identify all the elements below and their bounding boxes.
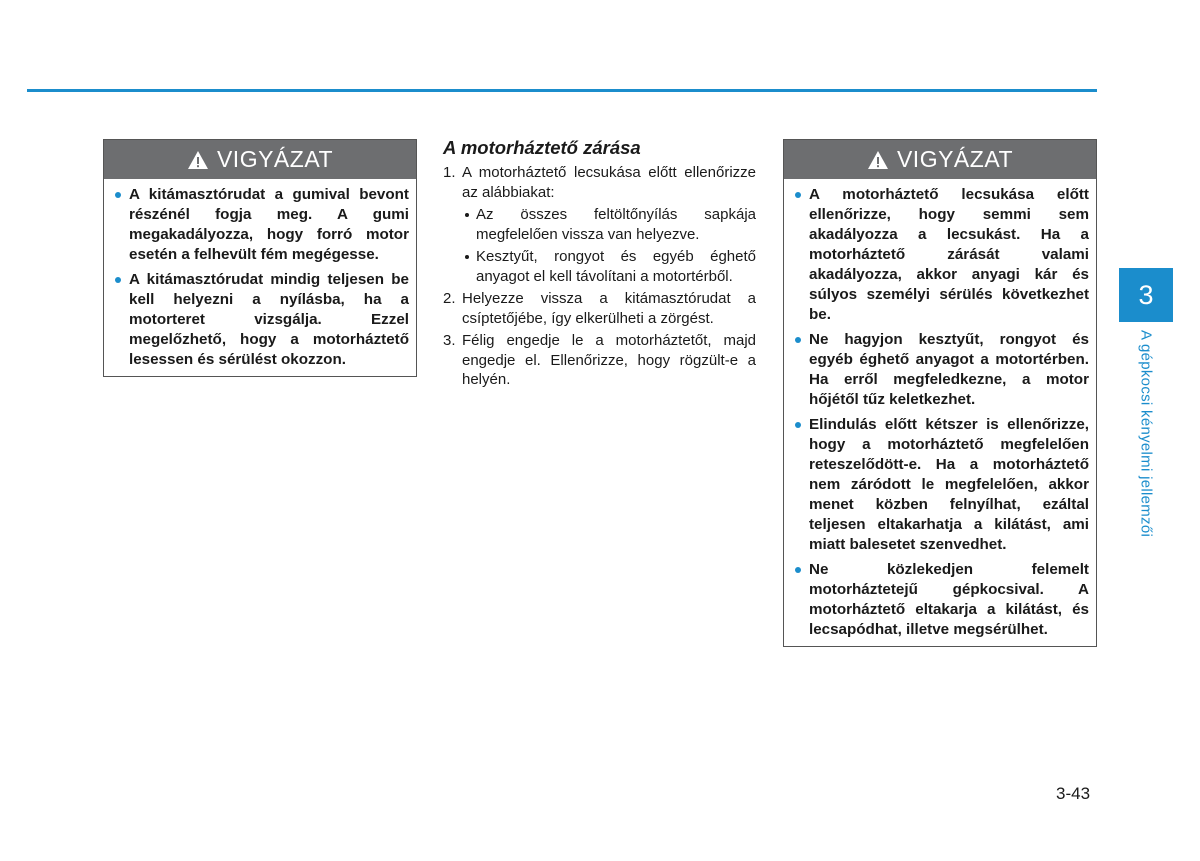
sub-item [462, 205, 756, 244]
warning-heading: VIGYÁZAT [896, 146, 1014, 172]
warning-item [113, 270, 409, 370]
hood-closing-section [443, 137, 756, 393]
bullet-icon [115, 277, 121, 283]
sub-list [462, 205, 756, 286]
warning-header [784, 140, 1096, 179]
step-item [443, 163, 756, 286]
warning-box-left [103, 139, 417, 377]
bullet-icon [795, 192, 801, 198]
warning-triangle-icon [187, 150, 209, 170]
step-number: 2. [443, 290, 456, 307]
top-rule [27, 89, 1097, 92]
warning-item-text: Ne hagyjon kesztyűt, rongyot és egyéb éghető anyagot a motortérben. Ha erről megfeledkezne, a motor hőjétől tűz keletkezhet. [809, 331, 1089, 408]
warning-item-text: Ne közlekedjen felemelt motorháztetejű gépkocsival. A motorháztető eltakarja a kilátást, és lecsapódhat, illetve megsérülhet. [809, 561, 1089, 638]
step-item [443, 331, 756, 390]
warning-item [793, 330, 1089, 410]
bullet-icon [465, 255, 469, 259]
chapter-tab [1119, 268, 1173, 322]
bullet-icon [795, 422, 801, 428]
warning-item-text: A kitámasztórudat a gumival bevont részénél fogja meg. A gumi megakadályozza, hogy forró motor esetén a felhevült fém megégesse. [129, 186, 409, 263]
warning-list [104, 179, 416, 376]
sub-item-text: Kesztyűt, rongyot és egyéb éghető anyagot el kell távolítani a motortérből. [476, 248, 756, 285]
chapter-label: A gépkocsi kényelmi jellemzői [1137, 330, 1155, 538]
warning-box-right [783, 139, 1097, 647]
chapter-number: 3 [1138, 279, 1154, 310]
step-text: Félig engedje le a motorháztetőt, majd engedje el. Ellenőrizze, hogy rögzült-e a helyén. [462, 332, 756, 388]
warning-item [793, 415, 1089, 555]
bullet-icon [115, 192, 121, 198]
sub-item-text: Az összes feltöltőnyílás sapkája megfelelően vissza van helyezve. [476, 206, 756, 243]
warning-item-text: A kitámasztórudat mindig teljesen be kell helyezni a nyílásba, ha a motorteret vizsgálja. Ezzel megelőzhető, hogy a motorháztető lesessen és sérülést okozzon. [129, 271, 409, 368]
warning-item [113, 185, 409, 265]
section-title: A motorháztető zárása [443, 137, 641, 158]
warning-item [793, 560, 1089, 640]
bullet-icon [465, 213, 469, 217]
page-number: 3-43 [1056, 784, 1091, 803]
step-number: 1. [443, 164, 456, 181]
warning-item-text: A motorháztető lecsukása előtt ellenőrizze, hogy semmi sem akadályozza a lecsukást. Ha a motorháztető zárását valami akadályozza, akkor anyagi kár és súlyos személyi sérülés következhet be. [809, 186, 1089, 323]
warning-heading: VIGYÁZAT [216, 146, 334, 172]
step-item [443, 289, 756, 328]
step-text: A motorháztető lecsukása előtt ellenőrizze az alábbiakat: [462, 164, 756, 201]
warning-item [793, 185, 1089, 325]
warning-header [104, 140, 416, 179]
sub-item [462, 247, 756, 286]
warning-triangle-icon [867, 150, 889, 170]
step-number: 3. [443, 332, 456, 349]
bullet-icon [795, 567, 801, 573]
steps-list [443, 163, 756, 390]
bullet-icon [795, 337, 801, 343]
warning-item-text: Elindulás előtt kétszer is ellenőrizze, hogy a motorháztető megfelelően reteszelődött-e. Ha a motorháztető nem záródott le megfelelően, akkor menet közben felnyílhat, ezáltal teljesen eltakarhatja a kilátást, ami miatt balesetet szenvedhet. [809, 416, 1089, 553]
warning-list [784, 179, 1096, 646]
step-text: Helyezze vissza a kitámasztórudat a csíptetőjébe, így elkerülheti a zörgést. [462, 290, 756, 327]
